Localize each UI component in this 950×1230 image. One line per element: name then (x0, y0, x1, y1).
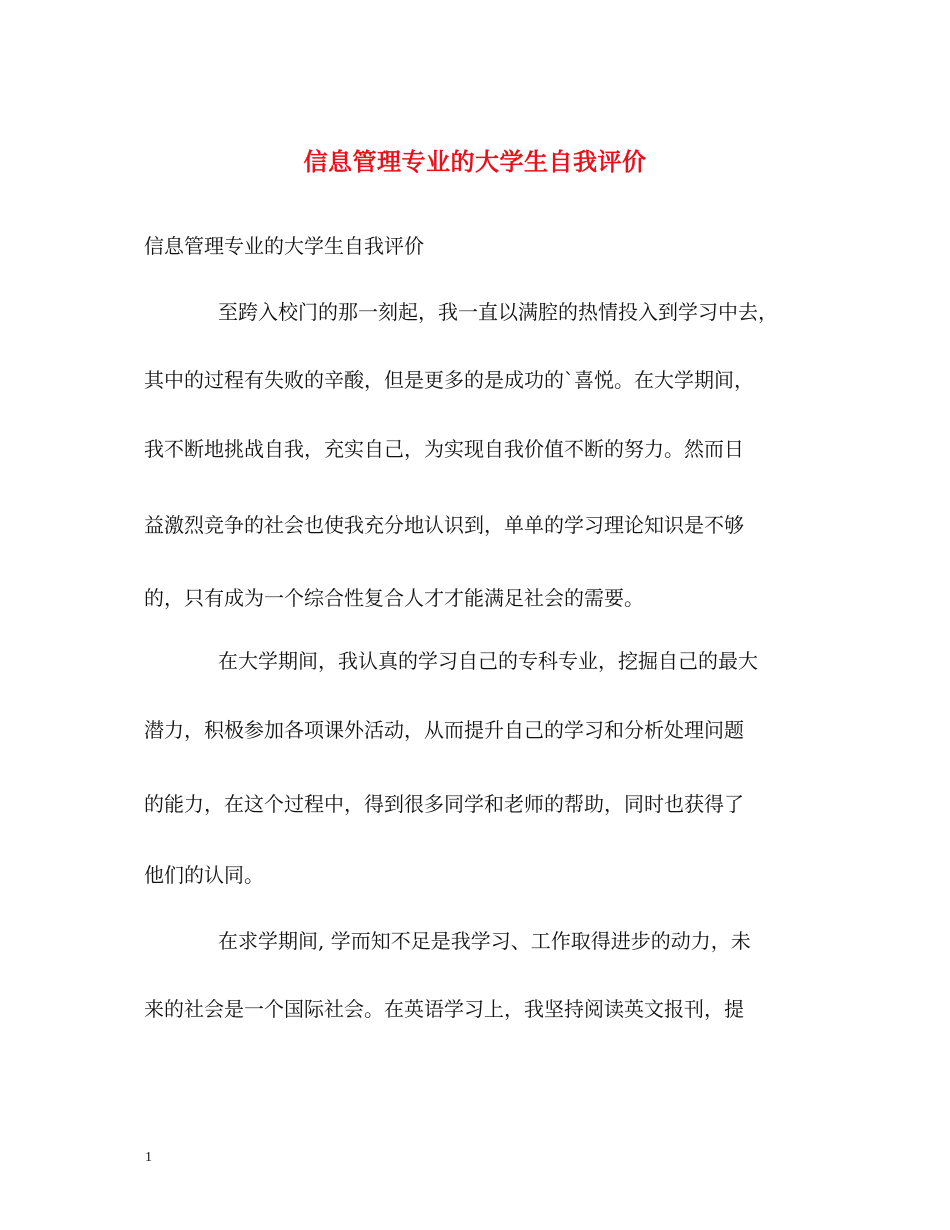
paragraph-2-line-2: 潜力，积极参加各项课外活动，从而提升自己的学习和分析处理问题 (144, 718, 744, 742)
paragraph-1-line-1: 至跨入校门的那一刻起，我一直以满腔的热情投入到学习中去， (218, 300, 778, 324)
paragraph-2-line-1: 在大学期间，我认真的学习自己的专科专业，挖掘自己的最大 (218, 649, 758, 673)
paragraph-1-line-5: 的，只有成为一个综合性复合人才才能满足社会的需要。 (144, 586, 644, 610)
paragraph-2-line-4: 他们的认同。 (144, 863, 264, 887)
paragraph-2-line-3: 的能力，在这个过程中，得到很多同学和老师的帮助，同时也获得了 (144, 792, 744, 816)
paragraph-1-line-2: 其中的过程有失败的辛酸，但是更多的是成功的`喜悦。在大学期间， (144, 368, 754, 392)
paragraph-3-line-2: 来的社会是一个国际社会。在英语学习上，我坚持阅读英文报刊，提 (144, 997, 744, 1021)
page-number: 1 (145, 1150, 152, 1165)
paragraph-1-line-4: 益激烈竞争的社会也使我充分地认识到，单单的学习理论知识是不够 (144, 513, 744, 537)
document-subtitle: 信息管理专业的大学生自我评价 (144, 234, 424, 258)
paragraph-3-line-1: 在求学期间, 学而知不足是我学习、工作取得进步的动力，未 (218, 929, 751, 953)
document-title: 信息管理专业的大学生自我评价 (303, 147, 647, 176)
paragraph-1-line-3: 我不断地挑战自我，充实自己，为实现自我价值不断的努力。然而日 (144, 437, 744, 461)
